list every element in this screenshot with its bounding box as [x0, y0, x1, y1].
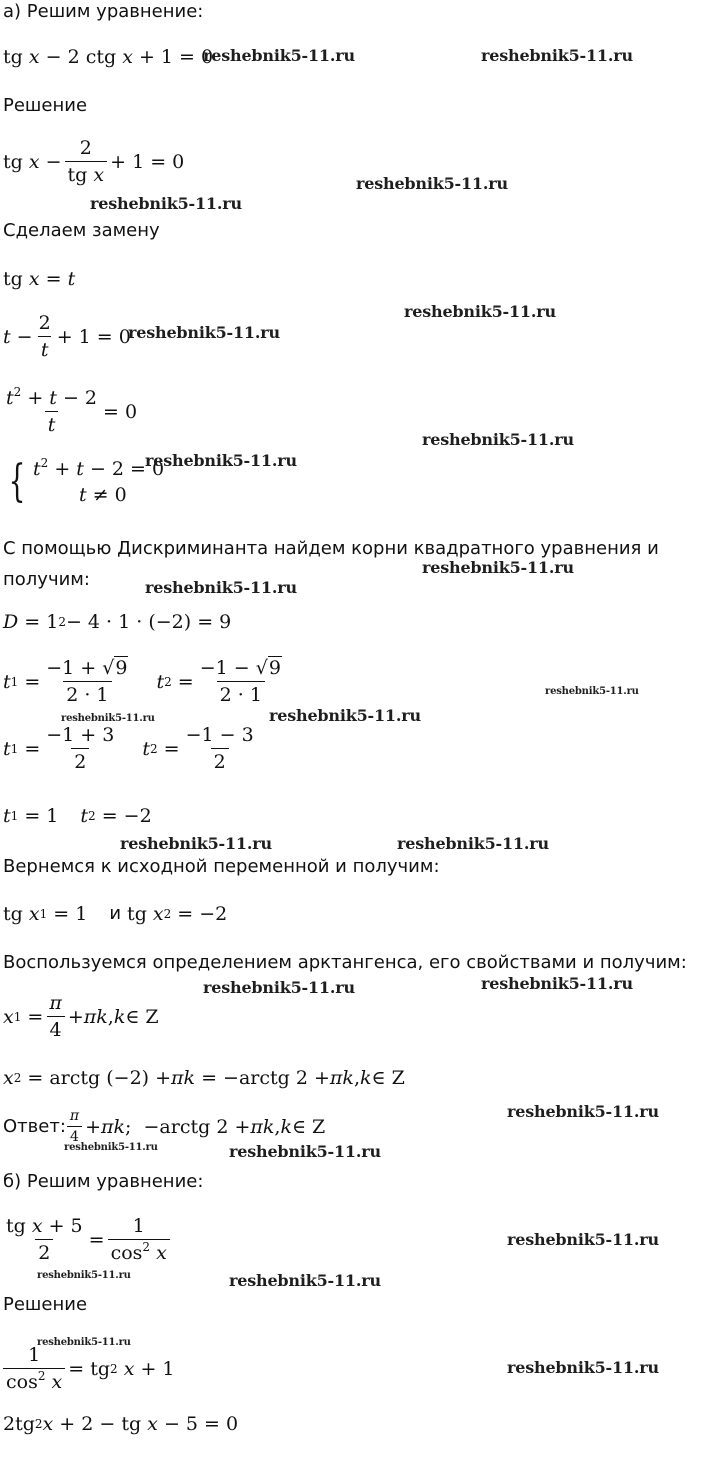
- watermark: reshebnik5-11.ru: [481, 46, 633, 65]
- watermark: reshebnik5-11.ru: [545, 686, 639, 697]
- watermark: reshebnik5-11.ru: [145, 451, 297, 470]
- equation-in-t: t − $\frac{2}{t}$ + 1 = 0: [3, 312, 131, 361]
- answer-label: Ответ:: [3, 1115, 66, 1137]
- watermark: reshebnik5-11.ru: [507, 1102, 659, 1121]
- heading-part-a: а) Решим уравнение:: [3, 1, 204, 22]
- substitution-label: Сделаем замену: [3, 220, 160, 241]
- watermark: reshebnik5-11.ru: [229, 1271, 381, 1290]
- solution-label-b: Решение: [3, 1294, 88, 1315]
- watermark: reshebnik5-11.ru: [203, 978, 355, 997]
- watermark: reshebnik5-11.ru: [481, 974, 633, 993]
- watermark: reshebnik5-11.ru: [229, 1142, 381, 1161]
- watermark: reshebnik5-11.ru: [397, 834, 549, 853]
- watermark: reshebnik5-11.ru: [507, 1230, 659, 1249]
- watermark: reshebnik5-11.ru: [404, 302, 556, 321]
- watermark: reshebnik5-11.ru: [61, 713, 155, 724]
- watermark: reshebnik5-11.ru: [422, 430, 574, 449]
- solution-x1: x 1 = $\frac{\pi}{4}$ + πk , k ∈ Z: [3, 992, 159, 1041]
- equation-rewritten: tg x − $\frac{2}{\text{tg x}}$ + 1 = 0: [3, 137, 185, 186]
- word-and: и: [109, 903, 122, 924]
- equation-original: tg x − 2 ctg x + 1 = 0: [3, 46, 214, 68]
- watermark: reshebnik5-11.ru: [128, 323, 280, 342]
- identity: $\frac{1}{\cos^2 x}$ = tg 2 x + 1: [3, 1343, 175, 1393]
- equation-b: $\frac{\text{tg x + 5}}{2}$ = $\frac{1}{\cos^2 x}$: [3, 1214, 173, 1264]
- substitution: tg x = t: [3, 268, 76, 290]
- solution-x2: x 2 = arctg (−2) + πk = −arctg 2 + πk , k ∈ Z: [3, 1067, 405, 1089]
- watermark: reshebnik5-11.ru: [145, 578, 297, 597]
- watermark: reshebnik5-11.ru: [203, 46, 355, 65]
- roots-values: t 1 = 1 t 2 = −2: [3, 805, 152, 827]
- roots-formula: t 1 = $\frac{-1 + √9}{2 \cdot 1}$ t 2 = $\frac{-1 - √9}{2 \cdot 1}$: [3, 657, 281, 706]
- watermark: reshebnik5-11.ru: [507, 1358, 659, 1377]
- equation-b-expanded: 2tg 2 x + 2 − tg x − 5 = 0: [3, 1413, 239, 1435]
- heading-part-b: б) Решим уравнение:: [3, 1171, 204, 1192]
- roots-simplified: t 1 = $\frac{-1 + 3}{2}$ t 2 = $\frac{-1 - 3}{2}$: [3, 724, 254, 773]
- system-of-conditions: { $t^2 + t - 2 = 0$ t ≠ 0: [8, 456, 165, 507]
- discriminant-text: С помощью Дискриминанта найдем корни квадратного уравнения и получим:: [3, 538, 659, 590]
- watermark: reshebnik5-11.ru: [37, 1337, 131, 1348]
- arctan-text: Воспользуемся определением арктангенса, его свойствами и получим:: [3, 952, 687, 973]
- watermark: reshebnik5-11.ru: [120, 834, 272, 853]
- equation-combined: $\frac{t^2 + t - 2}{t}$ = 0: [6, 385, 138, 436]
- answer-line: Ответ: $\frac{\pi}{4}$ + πk ; −arctg 2 + πk , k ∈ Z: [3, 1108, 326, 1145]
- back-substitution: tg x 1 = 1 и tg x 2 = −2: [3, 903, 228, 925]
- return-text: Вернемся к исходной переменной и получим:: [3, 856, 440, 877]
- watermark: reshebnik5-11.ru: [356, 174, 508, 193]
- watermark: reshebnik5-11.ru: [64, 1142, 158, 1153]
- watermark: reshebnik5-11.ru: [269, 706, 421, 725]
- discriminant-formula: D = 1 2 − 4 · 1 · (−2) = 9: [3, 611, 232, 633]
- watermark: reshebnik5-11.ru: [90, 194, 242, 213]
- solution-label: Решение: [3, 95, 88, 116]
- watermark: reshebnik5-11.ru: [37, 1270, 131, 1281]
- watermark: reshebnik5-11.ru: [422, 558, 574, 577]
